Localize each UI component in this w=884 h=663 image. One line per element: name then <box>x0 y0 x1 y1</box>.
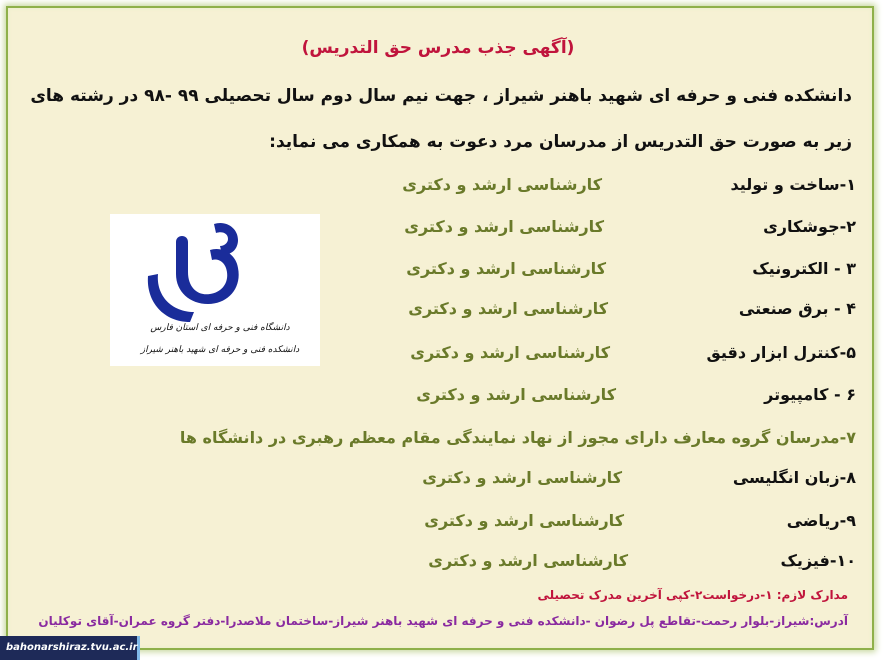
field-2: ۲-جوشکاری <box>763 217 856 236</box>
field-1-level: کارشناسی ارشد و دکتری <box>402 175 602 194</box>
field-5-level: کارشناسی ارشد و دکتری <box>410 343 610 362</box>
field-6: ۶ - کامپیوتر <box>764 385 856 404</box>
site-watermark: bahonarshiraz.tvu.ac.ir <box>0 636 140 660</box>
field-4: ۴ - برق صنعتی <box>738 299 856 318</box>
field-4-level: کارشناسی ارشد و دکتری <box>408 299 608 318</box>
field-5: ۵-کنترل ابزار دقیق <box>706 343 856 362</box>
field-8-level: کارشناسی ارشد و دکتری <box>422 468 622 487</box>
field-6-level: کارشناسی ارشد و دکتری <box>416 385 616 404</box>
announcement-title: (آگهی جذب مدرس حق التدریس) <box>301 38 575 58</box>
field-10-level: کارشناسی ارشد و دکتری <box>428 551 628 570</box>
field-3: ۳ - الکترونیک <box>752 259 856 278</box>
logo-text-1: دانشگاه فنی و حرفه ای استان فارس <box>150 323 290 333</box>
field-10: ۱۰-فیزیک <box>780 551 856 570</box>
field-2-level: کارشناسی ارشد و دکتری <box>404 217 604 236</box>
required-documents: مدارک لازم: ۱-درخواست۲-کپی آخرین مدرک تحصیلی <box>537 588 848 602</box>
college-logo <box>110 214 320 366</box>
field-1: ۱-ساخت و تولید <box>730 175 856 194</box>
field-3-level: کارشناسی ارشد و دکتری <box>406 259 606 278</box>
logo-text-2: دانشکده فنی و حرفه ای شهید باهنر شیراز <box>140 345 300 355</box>
intro-line-2: زیر به صورت حق التدریس از مدرسان مرد دعوت به همکاری می نماید: <box>269 132 852 152</box>
address: آدرس:شیراز-بلوار رحمت-تقاطع پل رضوان -دانشکده فنی و حرفه ای شهید باهنر شیراز-ساختمان ملاصدرا-دفتر گروه عمران-آقای توکلیان <box>38 614 848 628</box>
field-7-note: ۷-مدرسان گروه معارف دارای مجوز از نهاد نمایندگی مقام معظم رهبری در دانشگاه ها <box>179 428 856 447</box>
field-9: ۹-ریاضی <box>786 511 856 530</box>
field-8: ۸-زبان انگلیسی <box>732 468 856 487</box>
field-9-level: کارشناسی ارشد و دکتری <box>424 511 624 530</box>
intro-line-1: دانشکده فنی و حرفه ای شهید باهنر شیراز ، جهت نیم سال دوم سال تحصیلی ۹۹ -۹۸ در رشته های <box>30 86 852 106</box>
